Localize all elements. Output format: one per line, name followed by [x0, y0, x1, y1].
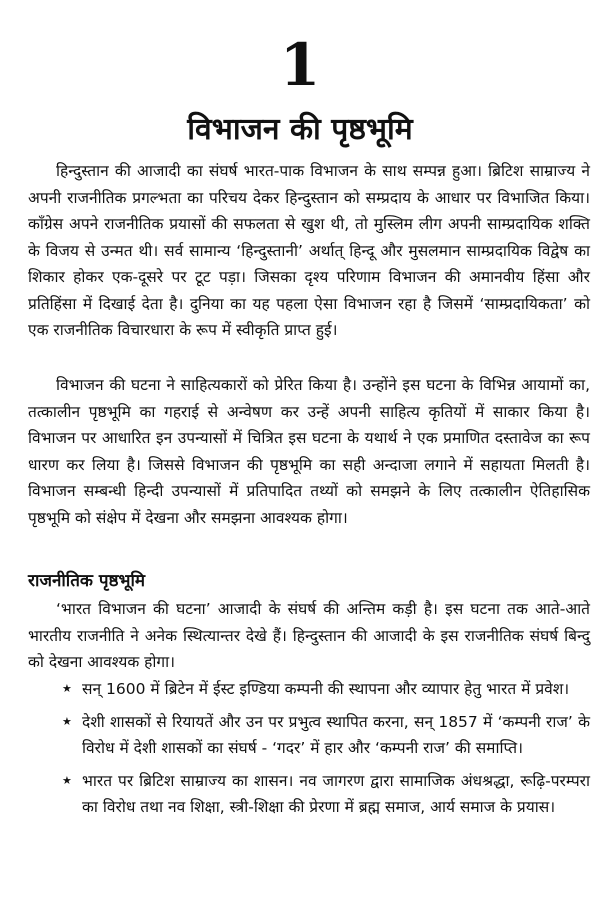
list-item-text: भारत पर ब्रिटिश साम्राज्य का शासन। नव जागरण द्वारा सामाजिक अंधश्रद्धा, रूढ़ि-परम्परा का विरोध तथा नव शिक्षा, स्त्री-शिक्षा की प्रेरणा में ब्रह्म समाज, आर्य समाज के प्रयास। [82, 771, 590, 816]
list-item [62, 768, 590, 821]
paragraph-political: ‘भारत विभाजन की घटना’ आजादी के संघर्ष की अन्तिम कड़ी है। इस घटना तक आते-आते भारतीय राजनीति ने अनेक स्थित्यान्तर देखे हैं। हिन्दुस्तान की आजादी के इस राजनीतिक संघर्ष बिन्दु को देखना आवश्यक होगा। [28, 600, 590, 671]
section-heading: राजनीतिक पृष्ठभूमि [28, 571, 146, 591]
list-item [62, 709, 590, 762]
star-icon: ★ [62, 682, 72, 695]
star-icon: ★ [62, 773, 72, 787]
bullet-list [62, 676, 590, 827]
chapter-title: विभाजन की पृष्ठभूमि [187, 112, 413, 147]
chapter-number: 1 [279, 31, 321, 99]
paragraph-literature: विभाजन की घटना ने साहित्यकारों को प्रेरित किया है। उन्होंने इस घटना के विभिन्न आयामों का, तत्कालीन पृष्ठभूमि का गहराई से अन्वेषण कर उन्हें अपनी साहित्य कृतियों में साकार किया है। विभाजन पर आधारित इन उपन्यासों में चित्रित इस घटना के यथार्थ ने एक प्रमाणित दस्तावेज का रूप धारण कर लिया है। जिससे विभाजन की पृष्ठभूमि का सही अन्दाजा लगाने में सहायता मिलती है। विभाजन सम्बन्धी हिन्दी उपन्यासों में प्रतिपादित तथ्यों को समझने के लिए तत्कालीन ऐतिहासिक पृष्ठभूमि को संक्षेप में देखना और समझना आवश्यक होगा। [28, 376, 590, 527]
list-item-text: देशी शासकों से रियायतें और उन पर प्रभुत्व स्थापित करना, सन् 1857 में ‘कम्पनी राज’ के विरोध में देशी शासकों का संघर्ष - ‘गदर’ में हार और ‘कम्पनी राज’ की समाप्ति। [82, 712, 590, 757]
list-item-text: सन् 1600 में ब्रिटेन में ईस्ट इण्डिया कम्पनी की स्थापना और व्यापार हेतु भारत में प्रवेश। [82, 680, 570, 698]
star-icon: ★ [62, 714, 72, 728]
paragraph-intro: हिन्दुस्तान की आजादी का संघर्ष भारत-पाक विभाजन के साथ सम्पन्न हुआ। ब्रिटिश साम्राज्य ने अपनी राजनीतिक प्रगल्भता का परिचय देकर हिन्दुस्तान को सम्प्रदाय के आधार पर विभाजित किया। कॉंग्रेस अपने राजनीतिक प्रयासों की सफलता से खुश थी, तो मुस्लिम लीग अपनी साम्प्रदायिक शक्ति के विजय से उन्मत थी। सर्व सामान्य ‘हिन्दुस्तानी’ अर्थात् हिन्दू और मुसलमान साम्प्रदायिक विद्वेष का शिकार होकर एक-दूसरे पर टूट पड़ा। जिसका दृश्य परिणाम विभाजन की अमानवीय हिंसा और प्रतिहिंसा में दिखाई देता है। दुनिया का यह पहला ऐसा विभाजन रहा है जिसमें ‘साम्प्रदायिकता’ को एक राजनीतिक विचारधारा के रूप में स्वीकृति प्राप्त हुई। [28, 162, 590, 339]
list-item [62, 676, 590, 703]
